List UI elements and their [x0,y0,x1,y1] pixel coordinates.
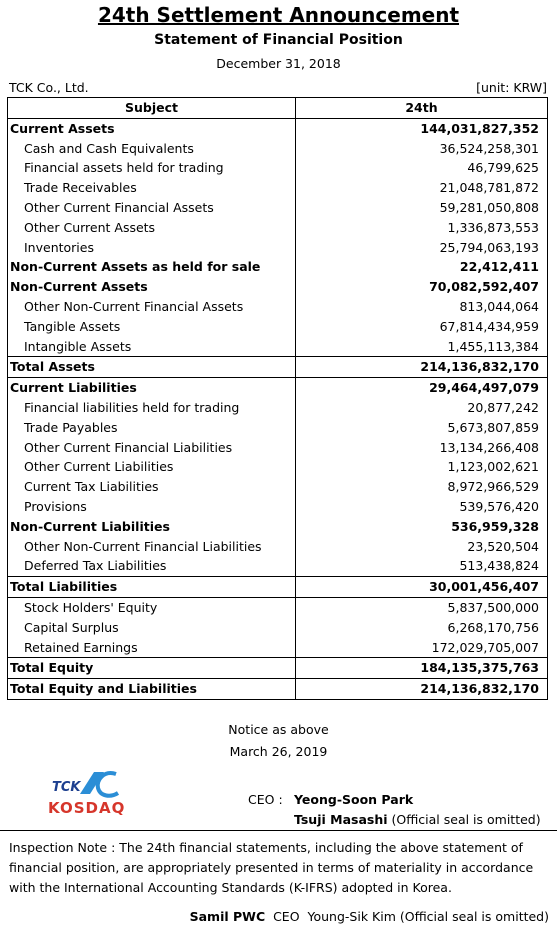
row-value: 30,001,456,407 [296,577,548,598]
row-value: 1,455,113,384 [296,337,548,357]
table-row [8,418,548,438]
table-body [8,118,548,699]
table-row [8,497,548,517]
unit-label: [unit: KRW] [476,80,547,95]
row-subject: Trade Receivables [8,178,296,198]
row-subject: Capital Surplus [8,618,296,638]
row-value: 59,281,050,808 [296,198,548,218]
company-name: TCK Co., Ltd. [9,80,89,95]
table-row [8,457,548,477]
table-row [8,679,548,700]
table-row [8,178,548,198]
row-subject: Retained Earnings [8,638,296,658]
table-row [8,317,548,337]
row-subject: Current Liabilities [8,378,296,398]
row-subject: Other Current Financial Liabilities [8,438,296,458]
row-value: 6,268,170,756 [296,618,548,638]
row-value: 8,972,966,529 [296,477,548,497]
table-row [8,158,548,178]
row-subject: Trade Payables [8,418,296,438]
row-value: 536,959,328 [296,517,548,537]
table-row [8,597,548,617]
ceo-name-secondary [294,812,541,827]
row-value: 13,134,266,408 [296,438,548,458]
row-subject: Total Equity [8,658,296,679]
row-value: 184,135,375,763 [296,658,548,679]
table-header-row [8,98,548,119]
table-row [8,118,548,138]
row-subject: Deferred Tax Liabilities [8,556,296,576]
table-row [8,378,548,398]
row-value: 22,412,411 [296,257,548,277]
row-subject: Financial liabilities held for trading [8,398,296,418]
row-value: 214,136,832,170 [296,357,548,378]
logo-c-shape [98,773,118,796]
row-value: 5,673,807,859 [296,418,548,438]
table-row [8,477,548,497]
row-value: 46,799,625 [296,158,548,178]
footer-divider [0,830,557,831]
row-subject: Total Liabilities [8,577,296,598]
table-row [8,658,548,679]
table-row [8,398,548,418]
table-row [8,238,548,258]
table-row [8,337,548,357]
ceo-secondary-name: Tsuji Masashi [294,812,388,827]
row-subject: Other Current Financial Assets [8,198,296,218]
row-subject: Tangible Assets [8,317,296,337]
ceo-label [248,792,283,807]
statement-subtitle: Statement of Financial Position [154,32,403,48]
row-value: 29,464,497,079 [296,378,548,398]
table-row [8,357,548,378]
row-value: 21,048,781,872 [296,178,548,198]
row-value: 813,044,064 [296,297,548,317]
kosdaq-logo-text: KOSDAQ [48,799,126,817]
row-value: 513,438,824 [296,556,548,576]
inspection-note: Inspection Note : The 24th financial statements, including the above statement of financial position, are appropriately presented in terms of materiality in accordance with the International Accounting Standards (K-IFRS) adopted in Korea. [9,840,534,895]
row-subject: Cash and Cash Equivalents [8,139,296,159]
row-value: 36,524,258,301 [296,139,548,159]
row-subject: Total Equity and Liabilities [8,679,296,700]
table-row [8,277,548,297]
row-value: 5,837,500,000 [296,597,548,617]
table-row [8,556,548,576]
ceo-name-primary: Yeong-Soon Park [294,792,414,807]
auditor-seal-note: (Official seal is omitted) [399,909,549,924]
page-title: 24th Settlement Announcement [97,3,460,27]
row-value: 172,029,705,007 [296,638,548,658]
notice-text: Notice as above [228,722,329,737]
column-header-period: 24th [296,98,548,119]
row-subject: Current Tax Liabilities [8,477,296,497]
row-subject: Inventories [8,238,296,258]
table-row [8,297,548,317]
row-subject: Other Current Liabilities [8,457,296,477]
table-row [8,638,548,658]
ceo-seal-note: (Official seal is omitted) [391,812,541,827]
row-value: 70,082,592,407 [296,277,548,297]
row-value: 25,794,063,193 [296,238,548,258]
table-row [8,577,548,598]
auditor-firm: Samil PWC [189,909,266,924]
table-row [8,257,548,277]
table-row [8,517,548,537]
row-value: 1,336,873,553 [296,218,548,238]
row-subject: Stock Holders' Equity [8,597,296,617]
row-subject: Other Non-Current Financial Assets [8,297,296,317]
row-value: 1,123,002,621 [296,457,548,477]
row-subject: Current Assets [8,118,296,138]
row-value: 144,031,827,352 [296,118,548,138]
row-subject: Financial assets held for trading [8,158,296,178]
table-row [8,618,548,638]
row-value: 67,814,434,959 [296,317,548,337]
row-subject: Provisions [8,497,296,517]
row-subject: Intangible Assets [8,337,296,357]
row-subject: Other Non-Current Financial Liabilities [8,537,296,557]
ceo-label-text: CEO : [248,792,283,807]
notice-date: March 26, 2019 [229,744,328,759]
auditor-ceo-label: CEO [273,909,300,924]
tck-logo-text: TCK [52,780,81,795]
row-subject: Non-Current Assets as held for sale [8,257,296,277]
row-subject: Other Current Assets [8,218,296,238]
row-value: 20,877,242 [296,398,548,418]
row-value: 23,520,504 [296,537,548,557]
table-row [8,198,548,218]
table-row [8,438,548,458]
table-row [8,537,548,557]
row-value: 214,136,832,170 [296,679,548,700]
table-row [8,218,548,238]
row-subject: Non-Current Liabilities [8,517,296,537]
table-row [8,139,548,159]
auditor-signature [190,909,549,924]
auditor-ceo-name: Young-Sik Kim [307,909,396,924]
row-subject: Non-Current Assets [8,277,296,297]
column-header-subject: Subject [8,98,296,119]
row-subject: Total Assets [8,357,296,378]
financial-position-table [7,97,548,700]
row-value: 539,576,420 [296,497,548,517]
statement-date: December 31, 2018 [216,56,341,71]
